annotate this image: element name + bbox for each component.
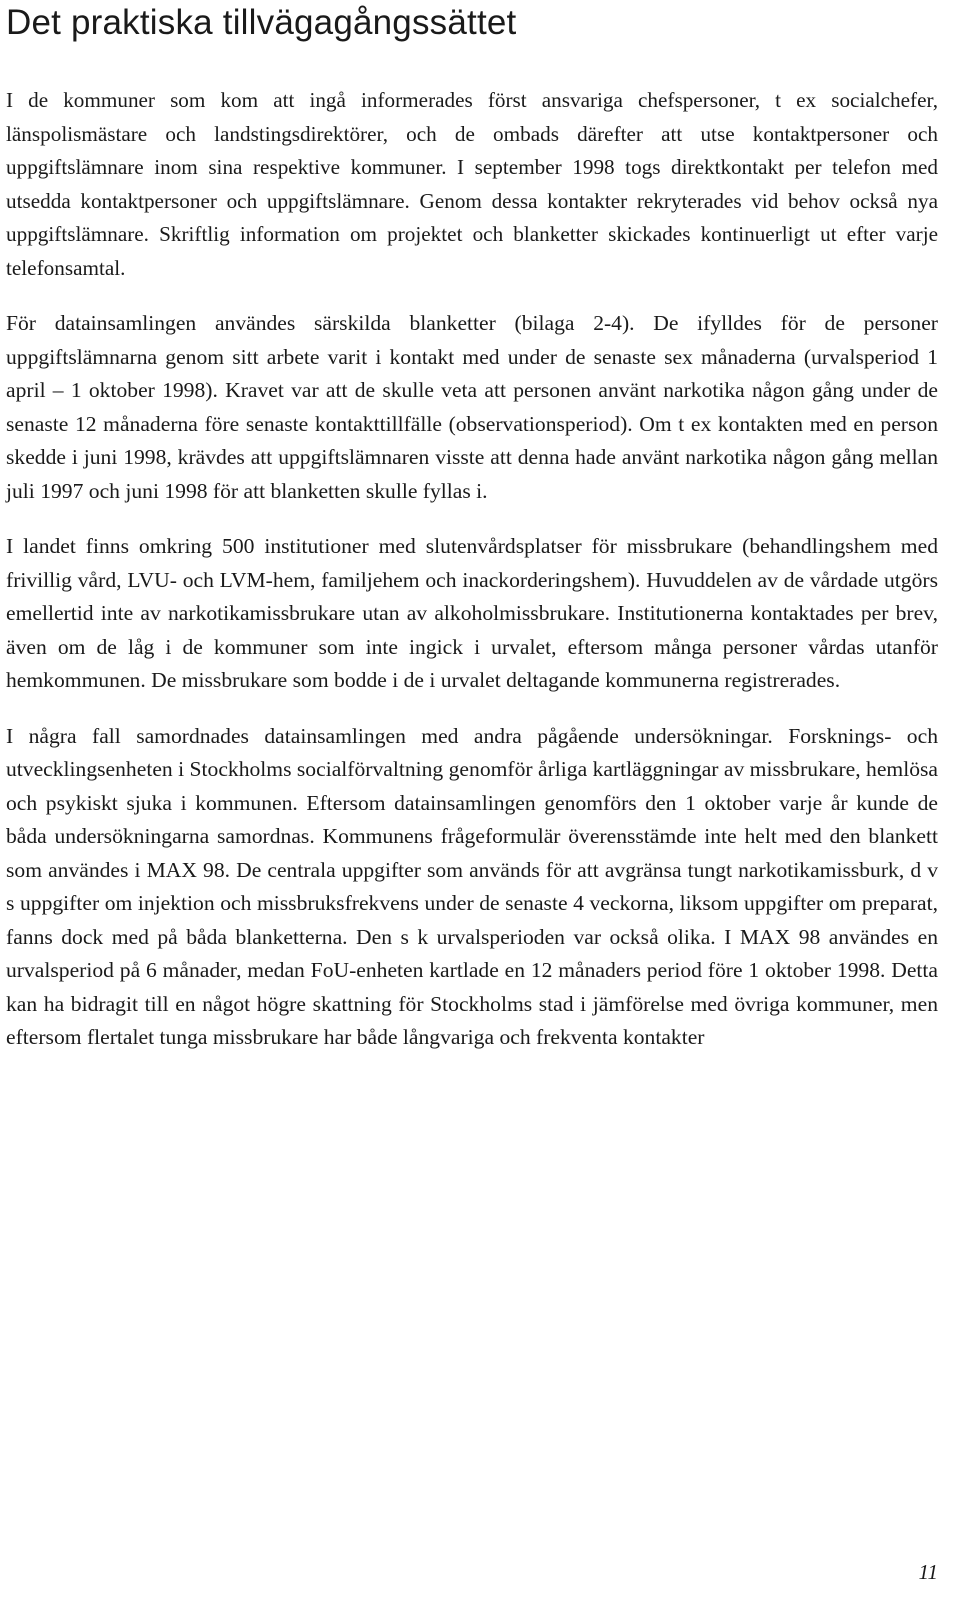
document-page — [6, 0, 946, 1049]
body-text — [6, 84, 938, 1077]
paragraph-data-collection: För datainsamlingen användes särskilda blanketter (bilaga 2-4). De ifylldes för de personer uppgiftslämnarna genom sitt arbete varit i kontakt med under de senaste sex månaderna (urvalsperiod 1 april – 1 oktober 1998). Kravet var att de skulle veta att personen använt narkotika någon gång under de senaste 12 månaderna före senaste kontakttillfälle (observationsperiod). Om t ex kontakten med en person skedde i juni 1998, krävdes att uppgiftslämnaren visste att denna hade använt narkotika någon gång mellan juli 1997 och juni 1998 för att blanketten skulle fyllas i. — [6, 311, 938, 503]
paragraph-contact-procedure: I de kommuner som kom att ingå informerades först ansvariga chefspersoner, t ex socialchefer, länspolismästare och landstingsdirektörer, och de ombads därefter att utse kontaktpersoner och uppgiftslämnare inom sina respektive kommuner. I september 1998 togs direktkontakt per telefon med utsedda kontaktpersoner och uppgiftslämnare. Genom dessa kontakter rekryterades vid behov också nya uppgiftslämnare. Skriftlig information om projektet och blanketter skickades kontinuerligt ut efter varje telefonsamtal. — [6, 88, 938, 280]
section-heading: Det praktiska tillvägagångssättet — [6, 3, 517, 42]
paragraph-institutions: I landet finns omkring 500 institutioner med slutenvårdsplatser för missbrukare (behandlingshem med frivillig vård, LVU- och LVM-hem, familjehem och inackorderingshem). Huvuddelen av de vårdade utgörs emellertid inte av narkotikamissbrukare utan av alkoholmissbrukare. Institutionerna kontaktades per brev, även om de låg i de kommuner som inte ingick i urvalet, eftersom många personer vårdas utanför hemkommunen. De missbrukare som bodde i de i urvalet deltagande kommunerna registrerades. — [6, 534, 938, 692]
paragraph-coordination: I några fall samordnades datainsamlingen med andra pågående undersökningar. Forsknings- och utvecklingsenheten i Stockholms socialförvaltning genomför årliga kartläggningar av missbrukare, hemlösa och psykiskt sjuka i kommunen. Eftersom datainsamlingen genomförs den 1 oktober varje år kunde de båda undersökningarna samordnas. Kommunens frågeformulär överensstämde inte helt med den blankett som användes i MAX 98. De centrala uppgifter som används för att avgränsa tungt narkotikamissburk, d v s uppgifter om injektion och missbruksfrekvens under de senaste 4 veckorna, liksom uppgifter om preparat, fanns dock med på båda blanketterna. Den s k urvalsperioden var också olika. I MAX 98 användes en urvalsperiod på 6 månader, medan FoU-enheten kartlade en 12 månaders period före 1 oktober 1998. Detta kan ha bidragit till en något högre skattning för Stockholms stad i jämförelse med övriga kommuner, men eftersom flertalet tunga missbrukare har både långvariga och frekventa kontakter — [6, 723, 938, 1049]
page-number: 11 — [918, 1560, 938, 1584]
